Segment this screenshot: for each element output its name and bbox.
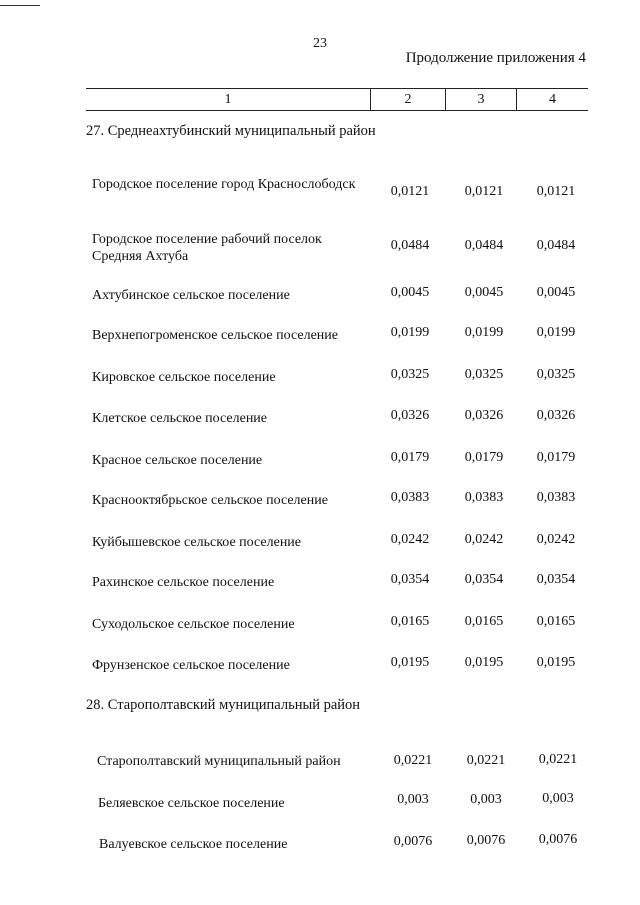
value-col-3: 0,0195 xyxy=(464,655,504,670)
value-col-3: 0,0165 xyxy=(464,614,504,629)
header-row xyxy=(86,88,588,111)
value-col-4: 0,0325 xyxy=(536,367,576,382)
value-col-3: 0,003 xyxy=(470,792,502,807)
value-col-3: 0,0221 xyxy=(466,753,506,768)
value-col-4: 0,0121 xyxy=(536,184,576,199)
row-name: Верхнепогроменское сельское поселение xyxy=(92,328,338,343)
value-col-4: 0,0045 xyxy=(536,285,576,300)
value-col-2: 0,0221 xyxy=(393,753,433,768)
value-col-2: 0,0484 xyxy=(390,238,430,253)
table-header xyxy=(86,88,588,111)
row-name: Старополтавский муниципальный район xyxy=(97,754,341,769)
scan-edge-mark xyxy=(0,0,40,6)
continuation-label: Продолжение приложения 4 xyxy=(405,50,586,66)
row-name: Кировское сельское поселение xyxy=(92,370,276,385)
value-col-4: 0,0195 xyxy=(536,655,576,670)
section-title: 28. Старополтавский муниципальный район xyxy=(86,697,361,713)
value-col-4: 0,0383 xyxy=(536,490,576,505)
value-col-4: 0,0484 xyxy=(536,238,576,253)
value-col-3: 0,0326 xyxy=(464,408,504,423)
value-col-2: 0,0121 xyxy=(390,184,430,199)
value-col-4: 0,0354 xyxy=(536,572,576,587)
value-col-4: 0,0179 xyxy=(536,450,576,465)
row-name: Городское поселение город Краснослободск xyxy=(92,177,356,192)
value-col-4: 0,0199 xyxy=(536,325,576,340)
row-name: Фрунзенское сельское поселение xyxy=(92,658,290,673)
header-col-1: 1 xyxy=(224,92,232,107)
value-col-2: 0,0165 xyxy=(390,614,430,629)
value-col-3: 0,0325 xyxy=(464,367,504,382)
value-col-2: 0,0383 xyxy=(390,490,430,505)
page-number: 23 xyxy=(313,36,327,51)
section-title: 27. Среднеахтубинский муниципальный район xyxy=(86,123,376,139)
value-col-2: 0,0326 xyxy=(390,408,430,423)
row-name: Беляевское сельское поселение xyxy=(98,796,285,811)
value-col-3: 0,0484 xyxy=(464,238,504,253)
row-name: Клетское сельское поселение xyxy=(92,411,268,426)
row-name: Суходольское сельское поселение xyxy=(92,617,295,632)
row-name: Городское поселение рабочий поселок Средняя Ахтуба xyxy=(92,232,322,264)
header-col-3: 3 xyxy=(445,89,516,110)
value-col-2: 0,003 xyxy=(397,792,429,807)
value-col-2: 0,0354 xyxy=(390,572,430,587)
row-name: Куйбышевское сельское поселение xyxy=(92,535,302,550)
value-col-2: 0,0242 xyxy=(390,532,430,547)
value-col-3: 0,0383 xyxy=(464,490,504,505)
row-name: Рахинское сельское поселение xyxy=(92,575,275,590)
row-name: Валуевское сельское поселение xyxy=(99,837,288,852)
value-col-2: 0,0076 xyxy=(393,834,433,849)
value-col-4: 0,0242 xyxy=(536,532,576,547)
row-name: Красное сельское поселение xyxy=(92,453,263,468)
value-col-4: 0,0076 xyxy=(538,832,578,847)
value-col-4: 0,0221 xyxy=(538,752,578,767)
value-col-3: 0,0045 xyxy=(464,285,504,300)
value-col-3: 0,0121 xyxy=(464,184,504,199)
header-col-2: 2 xyxy=(370,89,445,110)
value-col-4: 0,0326 xyxy=(536,408,576,423)
value-col-3: 0,0076 xyxy=(466,833,506,848)
value-col-3: 0,0354 xyxy=(464,572,504,587)
value-col-3: 0,0242 xyxy=(464,532,504,547)
header-col-4: 4 xyxy=(516,89,588,110)
value-col-2: 0,0195 xyxy=(390,655,430,670)
row-name: Ахтубинское сельское поселение xyxy=(92,288,290,303)
value-col-2: 0,0325 xyxy=(390,367,430,382)
value-col-3: 0,0179 xyxy=(464,450,504,465)
value-col-2: 0,0045 xyxy=(390,285,430,300)
row-name: Краснооктябрьское сельское поселение xyxy=(92,493,328,508)
value-col-2: 0,0179 xyxy=(390,450,430,465)
value-col-4: 0,0165 xyxy=(536,614,576,629)
value-col-4: 0,003 xyxy=(542,791,574,806)
value-col-3: 0,0199 xyxy=(464,325,504,340)
value-col-2: 0,0199 xyxy=(390,325,430,340)
